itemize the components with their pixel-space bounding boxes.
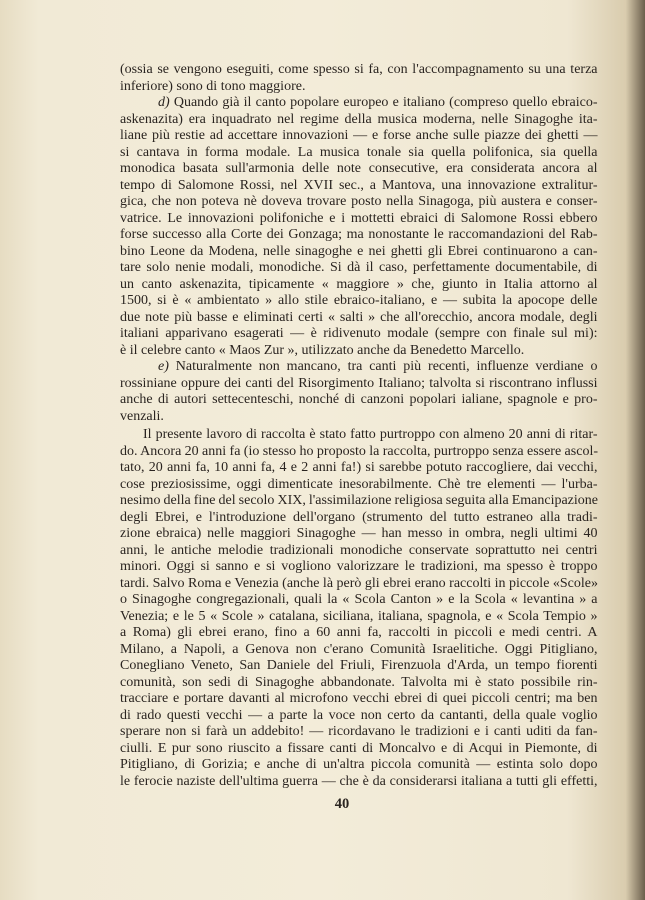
line-content xyxy=(120,658,598,673)
line-content xyxy=(120,477,598,492)
text-line xyxy=(120,757,598,774)
line-text: inferiore) sono di tono maggiore. xyxy=(120,78,306,94)
text-line xyxy=(120,376,598,393)
text-line xyxy=(120,211,598,228)
line-content xyxy=(120,642,598,657)
line-text: monodica basata sull'armonia delle note consecutive, era considerata ancora al xyxy=(120,161,598,176)
line-text: tracciare e portare davanti al microfono vecchi ebrei di quei piccoli centri; ma ben xyxy=(120,691,598,706)
line-text: (ossia se vengono eseguiti, come spesso si fa, con l'accompagnamento su una terza xyxy=(120,62,598,77)
text-line xyxy=(120,675,598,692)
text-line xyxy=(120,691,598,708)
text-line xyxy=(120,112,598,129)
line-text: tardi. Salvo Roma e Venezia (anche là però gli ebrei erano raccolti in piccole «Scole» xyxy=(120,575,598,591)
paragraph xyxy=(120,427,598,790)
text-line xyxy=(120,658,598,675)
line-content xyxy=(120,675,598,690)
text-line xyxy=(120,79,598,96)
line-text: si cantava in forma modale. La musica tonale sia quella polifonica, sia quella xyxy=(120,144,598,160)
line-text: 1500, si è « ambientato » allo stile ebraico-italiano, e — subita la apocope delle xyxy=(120,293,598,308)
paragraph xyxy=(120,95,598,359)
line-text: Quando già il canto popolare europeo e italiano (compreso quello ebraico- xyxy=(169,95,598,110)
text-line xyxy=(120,444,598,461)
line-content xyxy=(120,376,598,391)
text-line xyxy=(120,145,598,162)
line-content xyxy=(158,95,598,110)
line-text: zione ebraica) nelle maggiori Sinagoghe — han messo in ombra, negli ultimi 40 xyxy=(120,526,598,541)
paragraph xyxy=(120,62,598,95)
line-content xyxy=(120,293,598,308)
text-line xyxy=(120,244,598,261)
line-text: tare solo nenie modali, monodiche. Si dà il caso, perfettamente documentabile, di xyxy=(120,260,598,275)
line-content xyxy=(120,277,598,292)
text-line xyxy=(120,227,598,244)
line-content xyxy=(120,244,598,259)
page-number: 40 xyxy=(334,796,350,812)
text-line xyxy=(120,724,598,741)
line-content xyxy=(120,609,598,624)
line-content xyxy=(120,145,598,160)
line-text: Pitigliano, di Gorizia; e anche di un'altra piccola comunità — estinta solo dopo xyxy=(120,757,598,772)
line-text: venzali. xyxy=(120,408,164,424)
text-line xyxy=(120,559,598,576)
line-text: comunità, son sedi di Sinagoghe abbandonate. Talvolta mi è stato possibile rin- xyxy=(120,674,598,690)
text-line xyxy=(120,510,598,527)
line-text: è il celebre canto « Maos Zur », utilizzato anche da Benedetto Marcello. xyxy=(120,342,525,358)
line-text: Naturalmente non mancano, tra canti più recenti, influenze verdiane o xyxy=(168,359,598,374)
text-line xyxy=(120,326,598,343)
line-text: di rado questi vecchi — a parte la voce non certo da cantanti, della quale voglio xyxy=(120,707,598,723)
line-text: minori. Oggi si sanno e si vogliono valorizzare le tradizioni, ma spesso è troppo xyxy=(120,559,598,574)
line-text: italiani apparivano esagerati — è ridivenuto modale (sempre con finale sul mi): xyxy=(120,326,598,341)
line-text: o Sinagoghe congregazionali, quali la « Scola Canton » e la Scola « levantina » a xyxy=(120,592,598,607)
line-content xyxy=(120,559,598,574)
text-line xyxy=(120,526,598,543)
page-body-text xyxy=(120,62,598,790)
line-content xyxy=(120,510,598,525)
text-line xyxy=(120,642,598,659)
line-text: Il presente lavoro di raccolta è stato fatto purtroppo con almeno 20 anni di ritar- xyxy=(143,427,598,442)
line-content xyxy=(120,592,598,607)
line-content xyxy=(120,741,598,756)
text-line xyxy=(120,592,598,609)
line-content xyxy=(120,708,598,723)
line-content xyxy=(120,178,598,193)
line-text: bino Leone da Modena, nelle sinagoghe e nei ghetti gli Ebrei continuarono a can- xyxy=(120,243,598,259)
line-text: degli Ebrei, e l'introduzione dell'organo (strumento del tutto estraneo alla tradi- xyxy=(120,509,598,525)
text-line xyxy=(120,625,598,642)
line-content xyxy=(120,625,598,640)
line-text: Milano, a Napoli, a Genova non c'erano Comunità Israelitiche. Oggi Pitigliano, xyxy=(120,641,598,657)
text-line xyxy=(120,493,598,510)
line-text: vatrice. Le innovazioni polifoniche e i mottetti ebraici di Salomone Rossi ebbero xyxy=(120,210,598,226)
text-line xyxy=(120,178,598,195)
line-text: due note più basse e eliminati certi « salti » che all'orecchio, ancora modale, degli xyxy=(120,309,598,325)
list-label: e) xyxy=(158,359,169,374)
text-line xyxy=(120,293,598,310)
line-text: sperare non si farà un addebito! — ricordavano le tradizioni e i canti uditi da fan- xyxy=(120,724,598,739)
line-content xyxy=(120,691,598,706)
line-content xyxy=(120,260,598,275)
line-content xyxy=(158,359,598,374)
line-content xyxy=(120,62,598,77)
line-content xyxy=(120,543,598,558)
line-content xyxy=(120,194,598,209)
text-line xyxy=(120,343,598,360)
text-line xyxy=(120,310,598,327)
text-line xyxy=(120,194,598,211)
line-text: a Roma) gli ebrei erano, fino a 60 anni fa, raccolti in piccoli e medi centri. A xyxy=(120,625,598,640)
text-line xyxy=(120,460,598,477)
text-line xyxy=(120,359,598,376)
line-content xyxy=(143,427,598,442)
line-content xyxy=(120,211,598,226)
line-content xyxy=(120,757,598,772)
text-line xyxy=(120,477,598,494)
text-line xyxy=(120,543,598,560)
text-line xyxy=(120,392,598,409)
line-content xyxy=(120,343,524,358)
line-text: Venezia; e le 5 « Scole » catalana, siciliana, italiana, spagnola, e « Scola Tempio » xyxy=(120,608,598,624)
text-line xyxy=(120,741,598,758)
line-text: forse successo alla Corte dei Gonzaga; ma nonostante le raccomandazioni del Rab- xyxy=(120,227,598,242)
line-content xyxy=(120,128,598,143)
line-text: un canto askenazita, tipicamente « maggiore » che, giunto in Italia attorno al xyxy=(120,276,598,292)
text-line xyxy=(120,576,598,593)
line-content xyxy=(120,227,598,242)
line-content xyxy=(120,493,598,508)
text-line xyxy=(120,95,598,112)
text-line xyxy=(120,161,598,178)
line-content xyxy=(120,724,598,739)
text-line xyxy=(120,609,598,626)
text-line xyxy=(120,774,598,791)
line-content xyxy=(120,112,598,127)
line-text: nesimo della fine del secolo XIX, l'assimilazione religiosa seguita alla Emancipazione xyxy=(120,493,598,508)
line-text: anche di autori settecenteschi, nonché di canzoni popolari ialiane, spagnole e pro- xyxy=(120,392,598,407)
line-text: rossiniane oppure dei canti del Risorgimento Italiano; talvolta si riscontrano influssi xyxy=(120,375,598,391)
paragraph xyxy=(120,359,598,425)
line-content xyxy=(120,161,598,176)
line-content xyxy=(120,444,598,459)
line-content xyxy=(120,409,164,424)
text-line xyxy=(120,260,598,277)
line-text: le ferocie naziste dell'ultima guerra — che è da considerarsi italiana a tutti gli effetti, xyxy=(120,773,598,789)
line-content xyxy=(120,326,598,341)
line-text: tempo di Salomone Rossi, nel XVII sec., a Mantova, una innovazione extralitur- xyxy=(120,177,598,193)
text-line xyxy=(120,708,598,725)
line-content xyxy=(120,526,598,541)
text-line xyxy=(120,128,598,145)
line-content xyxy=(120,392,598,407)
line-text: liane più restie ad accettare innovazioni — e forse anche sulle piazze dei ghetti — xyxy=(120,128,598,143)
line-text: gica, che non poteva nè doveva trovare posto nella Sinagoga, più austera e conser- xyxy=(120,194,598,209)
line-content xyxy=(120,310,598,325)
text-line xyxy=(120,62,598,79)
line-content xyxy=(120,79,305,94)
line-text: Conegliano Veneto, San Daniele del Friuli, Firenzuola d'Arda, un tempo fiorenti xyxy=(120,658,598,673)
line-content xyxy=(120,576,598,591)
text-line xyxy=(120,277,598,294)
line-content xyxy=(120,774,598,789)
text-line xyxy=(120,409,598,426)
list-label: d) xyxy=(158,95,170,110)
line-text: tato, 20 anni fa, 10 anni fa, 4 e 2 anni fa!) si sarebbe potuto raccogliere, dai vecchi, xyxy=(120,460,598,475)
line-text: ciulli. E pur sono riuscito a fissare canti di Moncalvo e di Acqui in Piemonte, di xyxy=(120,740,598,756)
line-text: cose preziosissime, oggi dimenticate inesorabilmente. Chè tre elementi — l'urba- xyxy=(120,476,598,492)
line-text: anni, le antiche melodie tradizionali monodiche conservate soprattutto nei centri xyxy=(120,542,598,558)
line-content xyxy=(120,460,598,475)
line-text: do. Ancora 20 anni fa (io stesso ho proposto la raccolta, purtroppo senza essere ascol- xyxy=(120,443,598,459)
line-text: askenazita) era inquadrato nel regime della musica moderna, nelle Sinagoghe ita- xyxy=(120,111,598,127)
text-line xyxy=(120,427,598,444)
